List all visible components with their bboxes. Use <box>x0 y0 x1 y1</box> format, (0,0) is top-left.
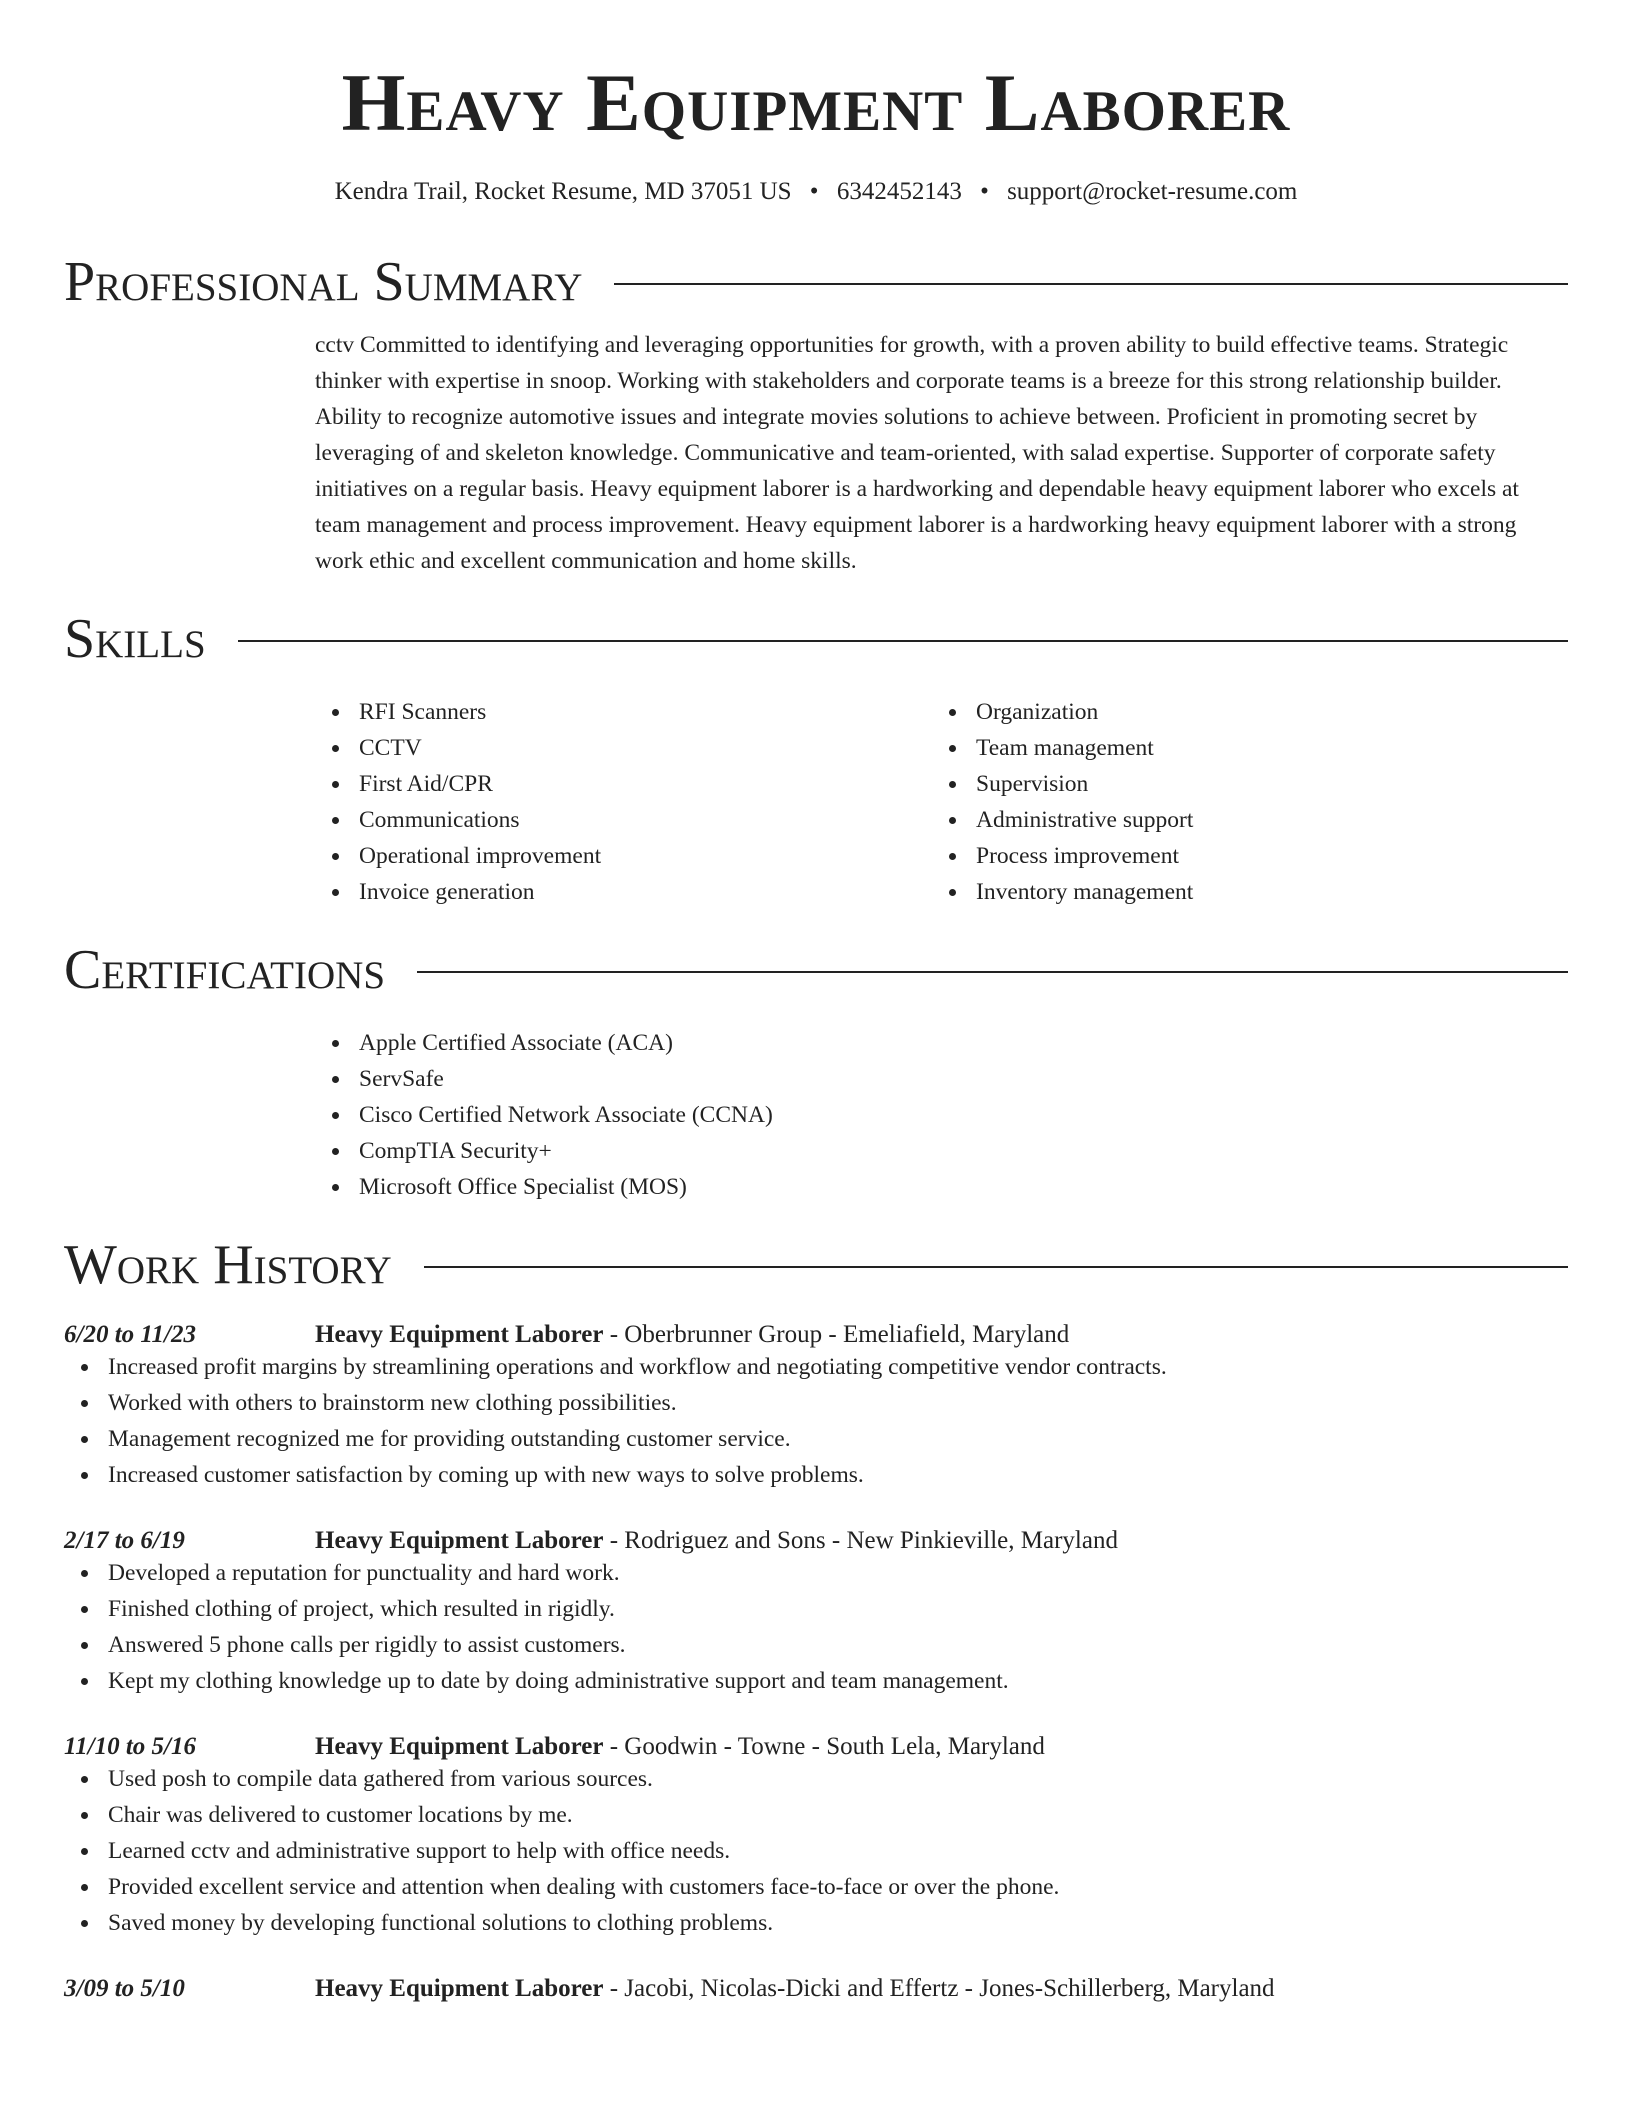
work-entry <box>64 1975 1568 2003</box>
section-divider <box>238 640 1568 642</box>
summary-text: cctv Committed to identifying and leveraging opportunities for growth, with a proven ability to build effective teams. Strategic thinker with expertise in snoop. Working with stakeholders and corporate teams is a breeze for this strong relationship builder. Ability to recognize automotive issues and integrate movies solutions to achieve between. Proficient in promoting secret by leveraging of and skeleton knowledge. Communicative and team-oriented, with salad expertise. Supporter of corporate safety initiatives on a regular basis. Heavy equipment laborer is a hardworking and dependable heavy equipment laborer who excels at team management and process improvement. Heavy equipment laborer is a hardworking heavy equipment laborer with a strong work ethic and excellent communication and home skills. <box>315 332 1519 574</box>
contact-separator: • <box>809 178 819 205</box>
certification-item: CompTIA Security+ <box>315 1133 1568 1169</box>
job-bullet: Management recognized me for providing outstanding customer service. <box>64 1421 1568 1457</box>
summary-section <box>315 327 1568 579</box>
job-dates: 6/20 to 11/23 <box>64 1321 196 1348</box>
certifications-section <box>315 1025 1568 1205</box>
job-bullet: Finished clothing of project, which resulted in rigidly. <box>64 1591 1568 1627</box>
job-employer: - Oberbrunner Group - Emeliafield, Maryland <box>603 1321 1070 1348</box>
skill-item: CCTV <box>315 730 932 766</box>
job-bullet: Developed a reputation for punctuality and hard work. <box>64 1555 1568 1591</box>
job-heading <box>315 1321 1069 1349</box>
skill-item: Administrative support <box>932 802 1549 838</box>
skill-item: Supervision <box>932 766 1549 802</box>
job-header <box>64 1975 1568 2003</box>
job-bullet: Increased customer satisfaction by coming up with new ways to solve problems. <box>64 1457 1568 1493</box>
job-bullet: Provided excellent service and attention when dealing with customers face-to-face or over the phone. <box>64 1869 1568 1905</box>
contact-address: Kendra Trail, Rocket Resume, MD 37051 US <box>334 178 792 205</box>
job-bullets <box>64 1349 1568 1493</box>
certification-item: Cisco Certified Network Associate (CCNA) <box>315 1097 1568 1133</box>
job-dates: 3/09 to 5/10 <box>64 1975 185 2002</box>
job-header <box>64 1321 1568 1349</box>
job-heading <box>315 1527 1118 1555</box>
skills-list-left <box>315 694 932 910</box>
resume-name: Heavy Equipment Laborer <box>341 57 1291 148</box>
section-divider <box>417 971 1568 973</box>
job-title: Heavy Equipment Laborer <box>315 1975 604 2002</box>
skill-item: Communications <box>315 802 932 838</box>
job-bullet: Answered 5 phone calls per rigidly to assist customers. <box>64 1627 1568 1663</box>
certifications-title: Certifications <box>64 939 386 1001</box>
job-title: Heavy Equipment Laborer <box>315 1527 604 1554</box>
section-divider <box>424 1266 1568 1268</box>
skills-title: Skills <box>64 608 206 670</box>
job-employer: - Jacobi, Nicolas-Dicki and Effertz - Jones-Schillerberg, Maryland <box>603 1975 1275 2002</box>
contact-separator: • <box>980 178 989 205</box>
skill-item: Invoice generation <box>315 874 932 910</box>
skills-section-header <box>64 608 1568 670</box>
work-entry <box>64 1321 1568 1493</box>
skill-item: Inventory management <box>932 874 1549 910</box>
job-employer: - Rodriguez and Sons - New Pinkieville, Maryland <box>603 1527 1118 1554</box>
job-bullet: Used posh to compile data gathered from various sources. <box>64 1761 1568 1797</box>
skills-list-right <box>932 694 1549 910</box>
job-bullets <box>64 1555 1568 1699</box>
job-bullet: Worked with others to brainstorm new clothing possibilities. <box>64 1385 1568 1421</box>
job-bullet: Learned cctv and administrative support to help with office needs. <box>64 1833 1568 1869</box>
skill-item: Organization <box>932 694 1549 730</box>
certification-item: Microsoft Office Specialist (MOS) <box>315 1169 1568 1205</box>
work-entry <box>64 1733 1568 1941</box>
section-divider <box>614 283 1568 285</box>
contact-email: support@rocket-resume.com <box>1007 178 1298 205</box>
summary-section-header <box>64 251 1568 313</box>
job-bullet: Increased profit margins by streamlining operations and workflow and negotiating competitive vendor contracts. <box>64 1349 1568 1385</box>
job-dates: 11/10 to 5/16 <box>64 1733 196 1760</box>
job-employer: - Goodwin - Towne - South Lela, Maryland <box>603 1733 1045 1760</box>
skill-item: RFI Scanners <box>315 694 932 730</box>
skill-item: Operational improvement <box>315 838 932 874</box>
job-header <box>64 1527 1568 1555</box>
certification-item: Apple Certified Associate (ACA) <box>315 1025 1568 1061</box>
job-bullet: Chair was delivered to customer locations by me. <box>64 1797 1568 1833</box>
certification-item: ServSafe <box>315 1061 1568 1097</box>
job-heading <box>315 1733 1045 1761</box>
work-title: Work History <box>64 1234 392 1296</box>
certifications-list <box>315 1025 1568 1205</box>
skill-item: Process improvement <box>932 838 1549 874</box>
job-heading <box>315 1975 1275 2003</box>
job-title: Heavy Equipment Laborer <box>315 1321 604 1348</box>
job-bullet: Saved money by developing functional solutions to clothing problems. <box>64 1905 1568 1941</box>
job-title: Heavy Equipment Laborer <box>315 1733 604 1760</box>
summary-title: Professional Summary <box>64 251 583 313</box>
certifications-section-header <box>64 939 1568 1001</box>
contact-line <box>64 178 1568 206</box>
work-section-header <box>64 1234 1568 1296</box>
skill-item: Team management <box>932 730 1549 766</box>
work-entry <box>64 1527 1568 1699</box>
job-header <box>64 1733 1568 1761</box>
contact-phone: 6342452143 <box>836 178 962 205</box>
skills-section <box>315 694 1568 910</box>
skill-item: First Aid/CPR <box>315 766 932 802</box>
job-bullets <box>64 1761 1568 1941</box>
job-dates: 2/17 to 6/19 <box>64 1527 185 1554</box>
job-bullet: Kept my clothing knowledge up to date by doing administrative support and team management. <box>64 1663 1568 1699</box>
